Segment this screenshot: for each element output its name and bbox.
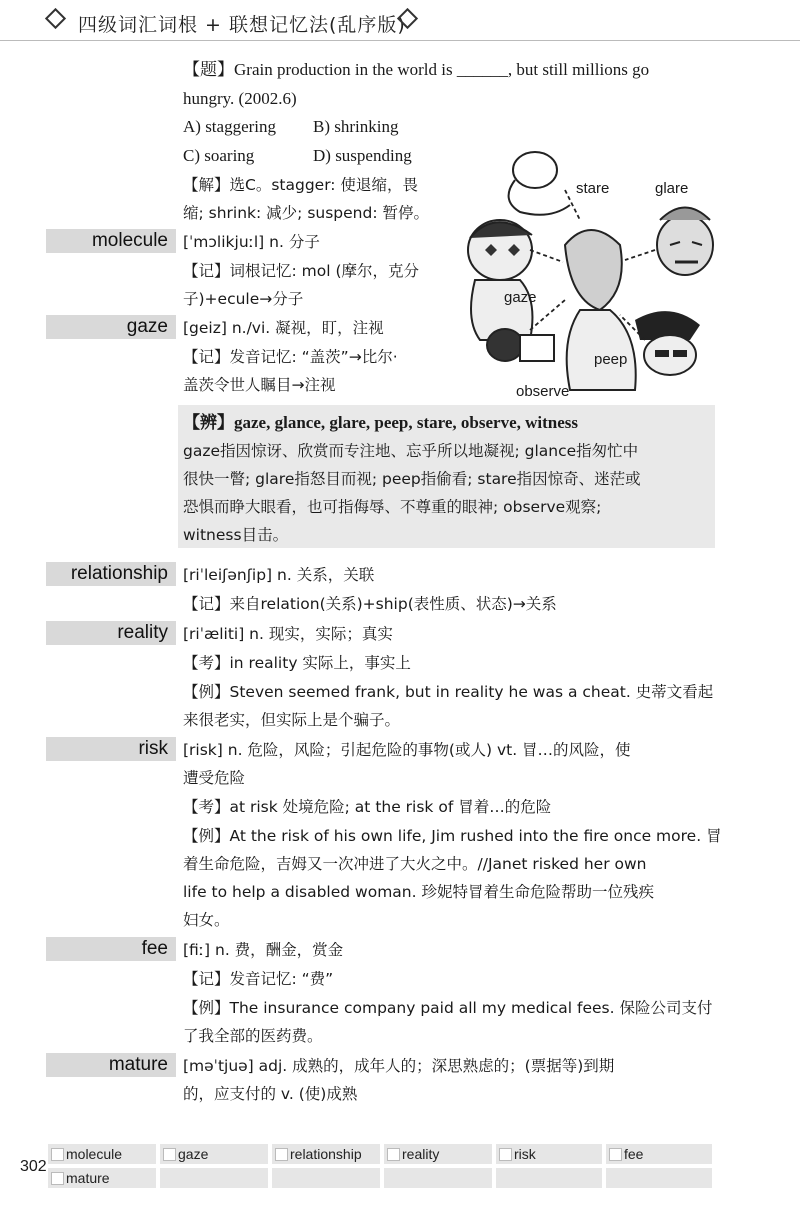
memory-note: 【记】发音记忆: “盖茨”→比尔· [183, 348, 398, 366]
headword-relationship: relationship [70, 563, 168, 584]
distinction-text: gaze指因惊讶、欣赏而专注地、忘乎所以地凝视; glance指匆忙中 [183, 442, 639, 460]
distinction-title: 【辨】gaze, glance, glare, peep, stare, observe, witness [183, 413, 579, 432]
definition: [riˈæliti] n. 现实，实际；真实 [183, 625, 393, 643]
memory-note: 【记】来自relation(关系)+ship(表性质、状态)→关系 [183, 595, 557, 613]
checklist-item[interactable]: molecule [48, 1144, 156, 1164]
checklist-blank [272, 1168, 380, 1188]
page-number: 302 [20, 1158, 47, 1175]
checklist-blank [606, 1168, 712, 1188]
distinction-text: 恐惧而睁大眼看，也可指侮辱、不尊重的眼神; observe观察; [183, 498, 602, 516]
memory-note: 子)+ecule→分子 [183, 290, 304, 308]
example: 妇女。 [183, 911, 230, 929]
memory-note: 【记】发音记忆: “费” [183, 970, 334, 988]
example: 了我全部的医药费。 [183, 1027, 323, 1045]
label-observe: observe [516, 383, 570, 400]
option-b: B) shrinking [313, 117, 399, 136]
checklist-blank [496, 1168, 602, 1188]
answer-line: 缩; shrink: 减少; suspend: 暂停。 [183, 204, 429, 222]
headword-molecule: molecule [91, 230, 168, 251]
example: 【例】At the risk of his own life, Jim rushed into the fire once more. 冒 [183, 827, 722, 845]
example: 【例】Steven seemed frank, but in reality he was a cheat. 史蒂文看起 [183, 683, 714, 701]
definition: 遭受危险 [183, 769, 246, 787]
option-a: A) staggering [183, 117, 277, 136]
checklist-item[interactable]: mature [48, 1168, 156, 1188]
option-d: D) suspending [313, 146, 412, 165]
page-header [0, 0, 800, 42]
label-stare: stare [576, 180, 610, 197]
test-point: 【考】at risk 处境危险; at the risk of 冒着…的危险 [183, 798, 552, 816]
headword-bar [46, 937, 176, 961]
headword-bar [46, 1053, 176, 1077]
definition: [geiz] n./vi. 凝视，盯，注视 [183, 319, 384, 337]
headword-reality: reality [117, 622, 168, 643]
header-rule [0, 40, 800, 41]
memory-note: 盖茨令世人瞩目→注视 [183, 376, 336, 394]
distinction-text: 很快一瞥; glare指怒目而视; peep指偷看; stare指因惊奇、迷茫或 [183, 470, 641, 488]
checklist-item[interactable]: fee [606, 1144, 712, 1164]
checkbox-icon[interactable] [275, 1148, 288, 1161]
label-glare: glare [655, 180, 689, 197]
label-peep: peep [594, 351, 628, 368]
definition: [məˈtjuə] adj. 成熟的，成年人的；深思熟虑的；(票据等)到期 [183, 1057, 615, 1075]
example: 【例】The insurance company paid all my medical fees. 保险公司支付 [183, 999, 713, 1017]
page-title: 四级词汇词根 + 联想记忆法(乱序版) [78, 14, 406, 36]
review-checklist [48, 1144, 712, 1189]
gaze-illustration [460, 150, 715, 400]
label-gaze: gaze [504, 289, 537, 306]
example: 着生命危险，吉姆又一次冲进了大火之中。//Janet risked her own [183, 855, 647, 873]
headword-bar [46, 562, 176, 586]
definition: 的，应支付的 v. (使)成熟 [183, 1085, 358, 1103]
checklist-item[interactable]: relationship [272, 1144, 380, 1164]
diamond-icon [45, 8, 66, 29]
definition: [riˈleiʃənʃip] n. 关系，关联 [183, 566, 375, 584]
headword-bar [46, 315, 176, 339]
test-point: 【考】in reality 实际上，事实上 [183, 654, 411, 672]
headword-fee: fee [141, 938, 168, 959]
distinction-text: witness目击。 [183, 526, 289, 544]
checkbox-icon[interactable] [51, 1172, 64, 1185]
checkbox-icon[interactable] [163, 1148, 176, 1161]
option-c: C) soaring [183, 146, 255, 165]
definition: [fiː] n. 费，酬金，赏金 [183, 941, 344, 959]
headword-bar [46, 229, 176, 253]
headword-mature: mature [108, 1054, 168, 1075]
answer-line: 【解】选C。stagger: 使退缩，畏 [183, 176, 418, 194]
example: life to help a disabled woman. 珍妮特冒着生命危险帮助一位残疾 [183, 883, 654, 901]
definition: [ˈmɔlikjuːl] n. 分子 [183, 233, 320, 251]
checklist-item[interactable]: gaze [160, 1144, 268, 1164]
checklist-item[interactable]: risk [496, 1144, 602, 1164]
definition: [risk] n. 危险，风险；引起危险的事物(或人) vt. 冒…的风险，使 [183, 741, 631, 759]
headword-bar [46, 621, 176, 645]
checkbox-icon[interactable] [499, 1148, 512, 1161]
question-line: 【题】Grain production in the world is ______, but still millions go [183, 60, 650, 79]
headword-risk: risk [138, 738, 168, 759]
headword-bar [46, 737, 176, 761]
checklist-blank [160, 1168, 268, 1188]
checkbox-icon[interactable] [387, 1148, 400, 1161]
checkbox-icon[interactable] [51, 1148, 64, 1161]
memory-note: 【记】词根记忆: mol (摩尔，克分 [183, 262, 420, 280]
checklist-blank [384, 1168, 492, 1188]
question-line: hungry. (2002.6) [183, 89, 297, 108]
checklist-item[interactable]: reality [384, 1144, 492, 1164]
headword-gaze: gaze [126, 316, 168, 337]
checkbox-icon[interactable] [609, 1148, 622, 1161]
example: 来很老实，但实际上是个骗子。 [183, 711, 401, 729]
